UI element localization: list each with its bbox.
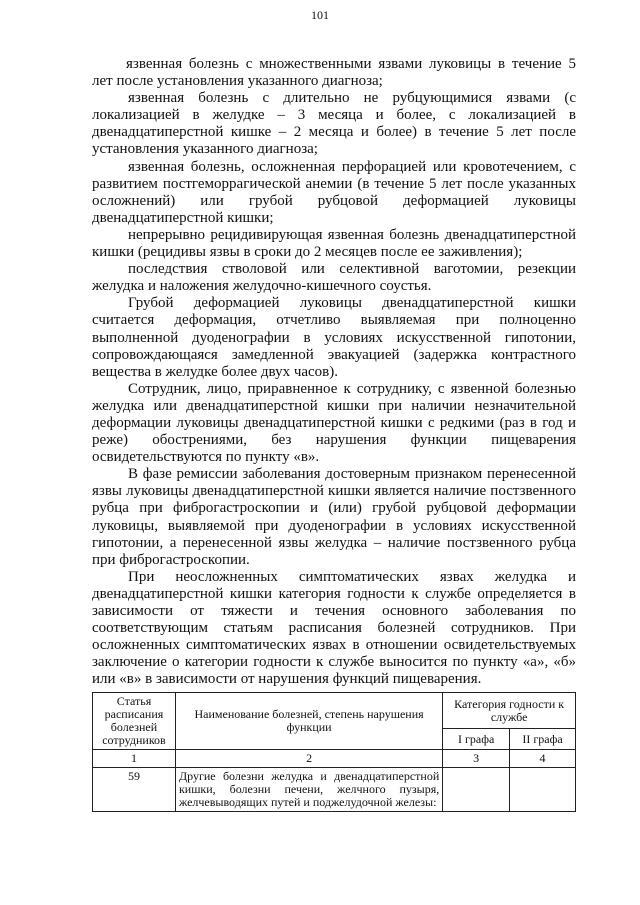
row-graph-1: [443, 768, 510, 812]
column-number-4: 4: [510, 750, 576, 768]
table-header-row: [93, 693, 576, 729]
paragraph-3: язвенная болезнь, осложненная перфорацией или кровотечением, с развитием постгеморрагической анемии (в течение 5 лет после указанных осложнений) или грубой рубцовой деформацией луковицы двенадцатиперстной кишки;: [92, 158, 576, 226]
paragraph-7: Сотрудник, лицо, приравненное к сотруднику, с язвенной болезнью желудка или двенадцатиперстной кишки при наличии незначительной деформации луковицы двенадцатиперстной кишки с редкими (раз в год и реже) обострениями, без нарушения функции пищеварения освидетельствуются по пункту «в».: [92, 380, 576, 466]
paragraph-9: При неосложненных симптоматических язвах желудка и двенадцатиперстной кишки категория годности к службе определяется в зависимости от тяжести и течения основного заболевания по соответствующим статьям расписания болезней сотрудников. При осложненных симптоматических язвах в отношении освидетельствуемых заключение о категории годности к службе выносится по пункту «а», «б» или «в» в зависимости от нарушения функций пищеварения.: [92, 568, 576, 688]
column-number-row: [93, 750, 576, 768]
header-graph-2: II графа: [510, 729, 576, 750]
header-graph-1: I графа: [443, 729, 510, 750]
paragraph-4: непрерывно рецидивирующая язвенная болезнь двенадцатиперстной кишки (рецидивы язвы в сроки до 2 месяцев после ее заживления);: [92, 226, 576, 261]
row-graph-2: [510, 768, 576, 812]
page-number: 101: [311, 8, 329, 22]
paragraph-5: последствия стволовой или селективной ваготомии, резекции желудка и наложения желудочно-кишечного соустья.: [92, 261, 576, 295]
header-article: Статья расписания болезней сотрудников: [93, 693, 176, 750]
paragraph-2: язвенная болезнь с длительно не рубцующимися язвами (с локализацией в желудке – 3 месяца и более, с локализацией в двенадцатиперстной кишке – 2 месяца и более) в течение 5 лет после установления указанного диагноза;: [92, 90, 576, 158]
table-row: [93, 768, 576, 812]
header-category: Категория годности к службе: [443, 693, 576, 729]
category-table: [92, 692, 576, 812]
paragraph-8: В фазе ремиссии заболевания достоверным признаком перенесенной язвы луковицы двенадцатиперстной кишки является наличие постзвенного рубца при фиброгастроскопии и (или) грубой рубцовой деформации луковицы, выявляемой при дуоденографии в условиях искусственной гипотонии, а перенесенной язвы желудка – наличие постзвенного рубца при фиброгастроскопии.: [92, 466, 576, 568]
column-number-3: 3: [443, 750, 510, 768]
row-disease: Другие болезни желудка и двенадцатиперстной кишки, болезни печени, желчного пузыря, желчевыводящих путей и поджелудочной железы:: [175, 768, 442, 812]
column-number-1: 1: [93, 750, 176, 768]
paragraph-6: Грубой деформацией луковицы двенадцатиперстной кишки считается деформация, отчетливо выявляемая при полноценно выполненной дуоденографии в условиях искусственной гипотонии, сопровождающаяся замедленной эвакуацией (задержка контрастного вещества в желудке более двух часов).: [92, 295, 576, 380]
header-disease: Наименование болезней, степень нарушения функции: [175, 693, 442, 750]
body-text: [92, 56, 576, 688]
row-article: 59: [93, 768, 176, 812]
column-number-2: 2: [175, 750, 442, 768]
paragraph-1: язвенная болезнь с множественными язвами луковицы в течение 5 лет после установления указанного диагноза;: [92, 56, 576, 90]
